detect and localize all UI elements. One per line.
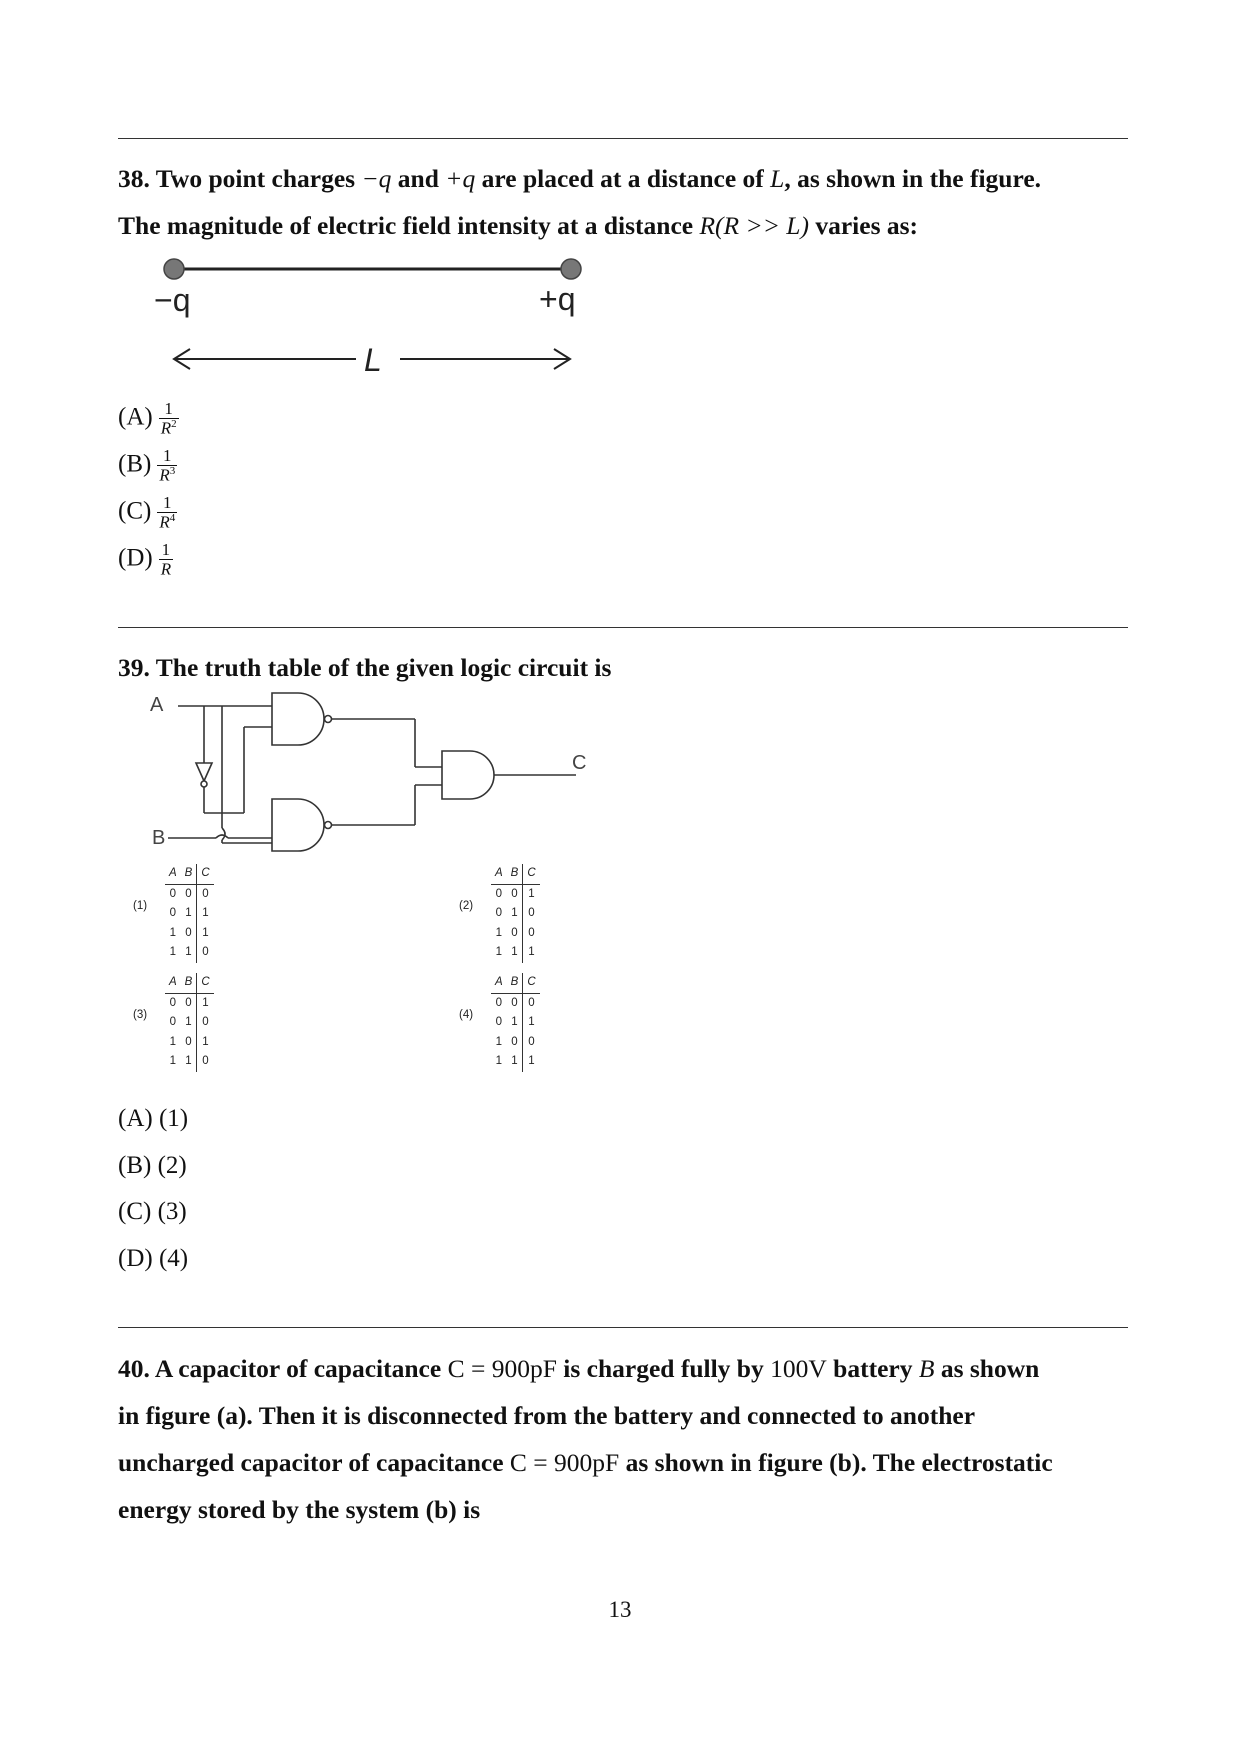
- q39-logic-circuit: [140, 685, 610, 855]
- nand-gate-top-bubble: [325, 716, 332, 723]
- q38-option-a[interactable]: (A) $\frac{1}{R^2}$: [118, 399, 177, 438]
- negative-charge-dot: [164, 259, 184, 279]
- q40-text-line-3: uncharged capacitor of capacitance C = 900pF as shown in figure (b). The electrostatic: [118, 1448, 1053, 1477]
- q39-option-c[interactable]: (C) (3): [118, 1198, 187, 1225]
- q40-text-line-1: 40. A capacitor of capacitance C = 900pF is charged fully by 100V battery B as shown: [118, 1354, 1040, 1383]
- page-number: 13: [608, 1597, 632, 1622]
- distance-label: L: [364, 342, 382, 378]
- q38-option-c[interactable]: (C) $\frac{1}{R^4}$: [118, 493, 176, 532]
- positive-charge-dot: [561, 259, 581, 279]
- q38-text-line-1: 38. Two point charges −q and +q are placed at a distance of L, as shown in the figure.: [118, 164, 1042, 193]
- q39-option-b[interactable]: (B) (2): [118, 1152, 187, 1179]
- input-b-label: B: [152, 827, 166, 849]
- q40-text-line-4: energy stored by the system (b) is: [118, 1495, 481, 1524]
- q38-dipole-figure: [150, 250, 610, 380]
- nand-gate-top: [272, 693, 324, 745]
- q40-text-line-2: in figure (a). Then it is disconnected from the battery and connected to another: [118, 1401, 976, 1430]
- positive-charge-label: +q: [539, 281, 576, 317]
- not-gate-bubble: [201, 781, 207, 787]
- fraction: $\frac{1}{R^3}$: [159, 446, 176, 485]
- fraction: $\frac{1}{R^2}$: [160, 399, 177, 438]
- q38-option-b[interactable]: (B) $\frac{1}{R^3}$: [118, 446, 176, 485]
- q39-option-a[interactable]: (A) (1): [118, 1105, 189, 1132]
- fraction: $\frac{1}{R}$: [160, 540, 172, 579]
- nand-gate-bottom: [272, 799, 324, 851]
- nand-gate-bottom-bubble: [325, 822, 332, 829]
- negative-charge-label: −q: [154, 282, 191, 318]
- and-gate: [442, 751, 494, 799]
- output-c-label: C: [572, 752, 587, 774]
- top-divider: [118, 138, 1128, 139]
- fraction: $\frac{1}{R^4}$: [159, 493, 176, 532]
- not-gate: [196, 763, 212, 781]
- input-a-label: A: [150, 694, 164, 716]
- divider-q39-q40: [118, 1327, 1128, 1328]
- divider-q38-q39: [118, 627, 1128, 628]
- q38-option-d[interactable]: (D) $\frac{1}{R}$: [118, 540, 172, 579]
- q39-text: 39. The truth table of the given logic circuit is: [118, 653, 612, 682]
- q39-option-d[interactable]: (D) (4): [118, 1245, 189, 1272]
- q38-text-line-2: The magnitude of electric field intensity at a distance R(R >> L) varies as:: [118, 211, 919, 240]
